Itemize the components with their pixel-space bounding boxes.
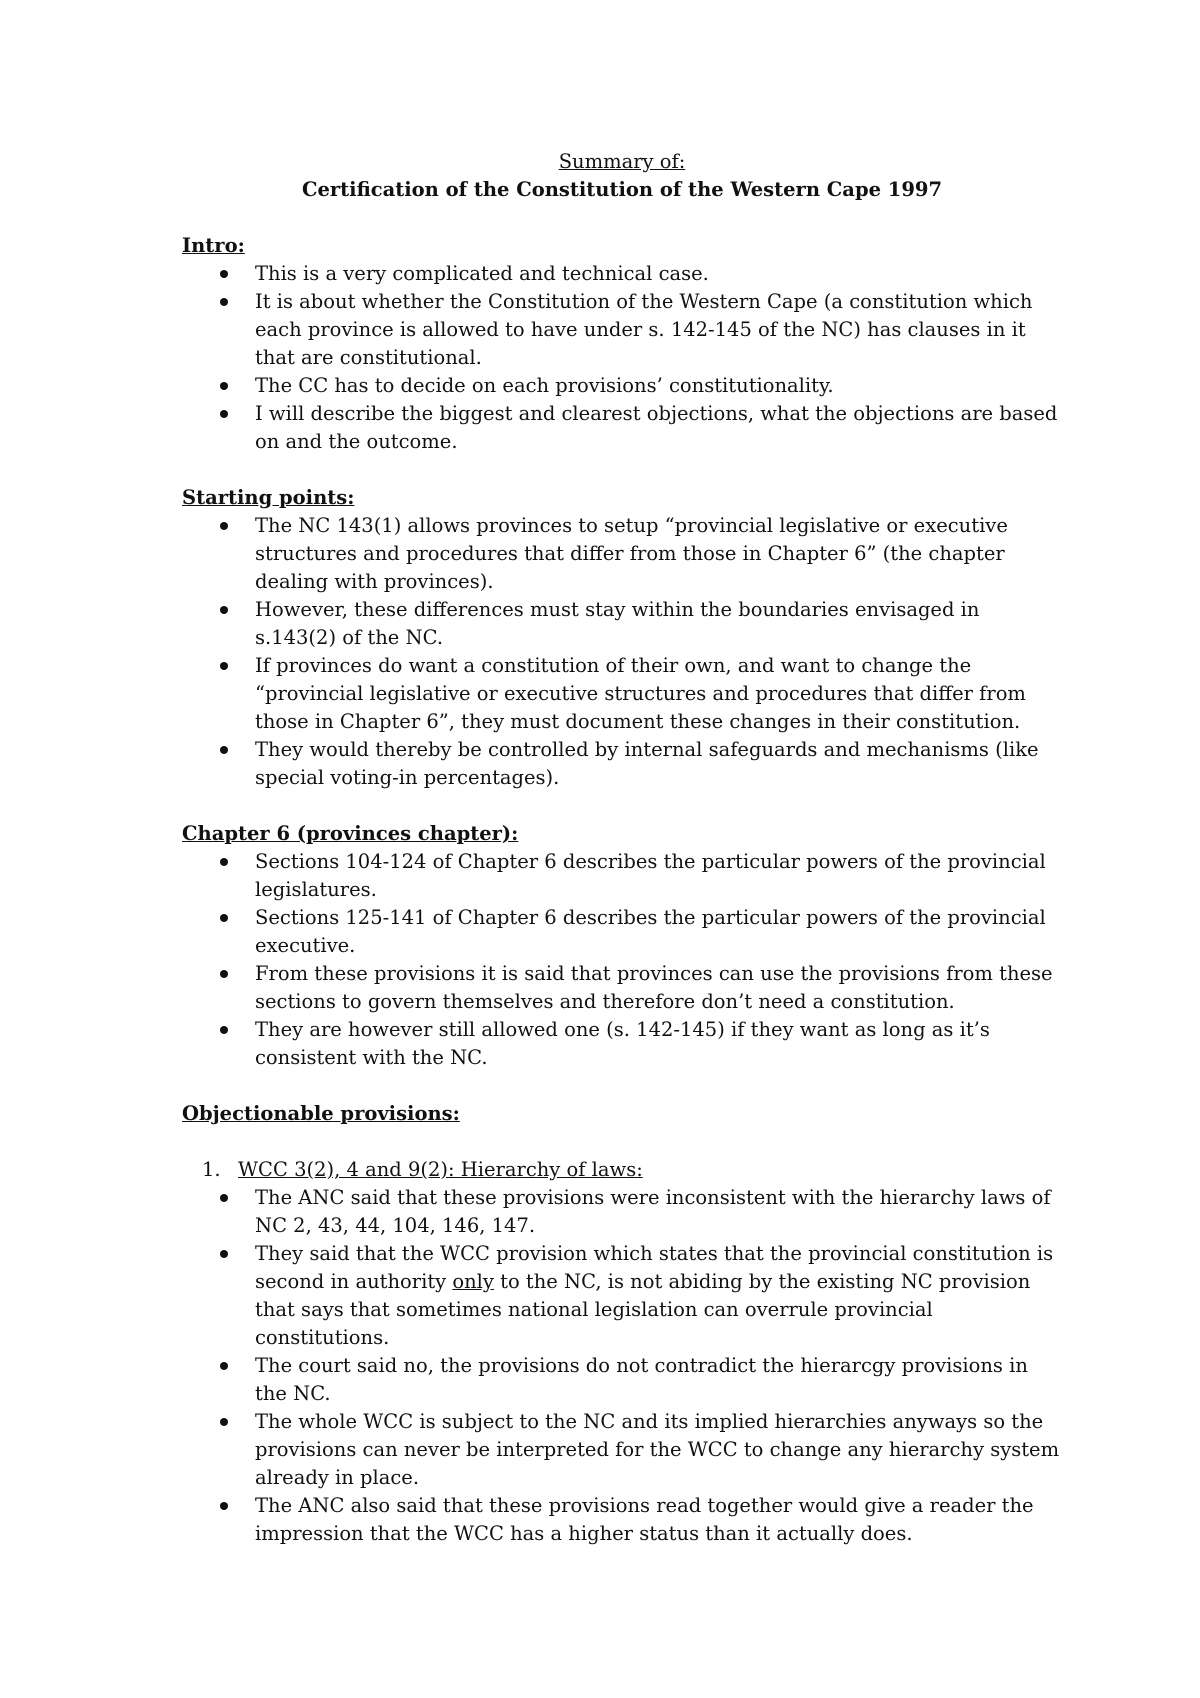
objectionable-section [182,1100,1062,1548]
list-item: However, these differences must stay within the boundaries envisaged in s.143(2) of the NC. [182,596,1062,652]
list-item: They are however still allowed one (s. 142-145) if they want as long as it’s consistent with the NC. [182,1016,1062,1072]
starting-points-section [182,484,1062,792]
numbered-item [182,1156,1062,1184]
chapter6-list [182,848,1062,1072]
list-item: The ANC also said that these provisions read together would give a reader the impression that the WCC has a higher status than it actually does. [182,1492,1062,1548]
hierarchy-list [182,1184,1062,1548]
document-title [182,148,1062,204]
list-item: Sections 104-124 of Chapter 6 describes the particular powers of the provincial legislatures. [182,848,1062,904]
text-segment: to the NC, is not abiding by the existing NC provision that says that sometimes national legislation can overrule provincial constitutions. [255,1270,1031,1349]
starting-points-list [182,512,1062,792]
list-item: The court said no, the provisions do not contradict the hierarcgy provisions in the NC. [182,1352,1062,1408]
intro-heading: Intro: [182,234,245,257]
list-item: It is about whether the Constitution of the Western Cape (a constitution which each province is allowed to have under s. 142-145 of the NC) has clauses in it that are constitutional. [182,288,1062,372]
emphasis-only: only [452,1270,494,1293]
chapter6-section [182,820,1062,1072]
case-name-title: Certification of the Constitution of the Western Cape 1997 [301,178,943,201]
summary-of-label: Summary of: [558,150,686,173]
chapter6-heading: Chapter 6 (provinces chapter): [182,822,519,845]
item-label: WCC 3(2), 4 and 9(2): Hierarchy of laws: [238,1158,643,1181]
list-item: The ANC said that these provisions were inconsistent with the hierarchy laws of NC 2, 43, 44, 104, 146, 147. [182,1184,1062,1240]
list-item: They would thereby be controlled by internal safeguards and mechanisms (like special voting-in percentages). [182,736,1062,792]
list-item: From these provisions it is said that provinces can use the provisions from these sections to govern themselves and therefore don’t need a constitution. [182,960,1062,1016]
intro-section [182,232,1062,456]
document-page [182,148,1062,1548]
starting-points-heading: Starting points: [182,486,355,509]
list-item: If provinces do want a constitution of their own, and want to change the “provincial legislative or executive structures and procedures that differ from those in Chapter 6”, they must document these changes in their constitution. [182,652,1062,736]
intro-list [182,260,1062,456]
list-item: The NC 143(1) allows provinces to setup “provincial legislative or executive structures and procedures that differ from those in Chapter 6” (the chapter dealing with provinces). [182,512,1062,596]
list-item: Sections 125-141 of Chapter 6 describes the particular powers of the provincial executive. [182,904,1062,960]
list-item: The whole WCC is subject to the NC and its implied hierarchies anyways so the provisions can never be interpreted for the WCC to change any hierarchy system already in place. [182,1408,1062,1492]
item-number: 1. [202,1158,221,1181]
list-item [182,1240,1062,1352]
list-item: The CC has to decide on each provisions’ constitutionality. [182,372,1062,400]
text-segment: They said that the WCC provision which states that the provincial constitution is second in authority [255,1242,1054,1293]
list-item: This is a very complicated and technical case. [182,260,1062,288]
list-item: I will describe the biggest and clearest objections, what the objections are based on and the outcome. [182,400,1062,456]
objectionable-heading: Objectionable provisions: [182,1102,460,1125]
